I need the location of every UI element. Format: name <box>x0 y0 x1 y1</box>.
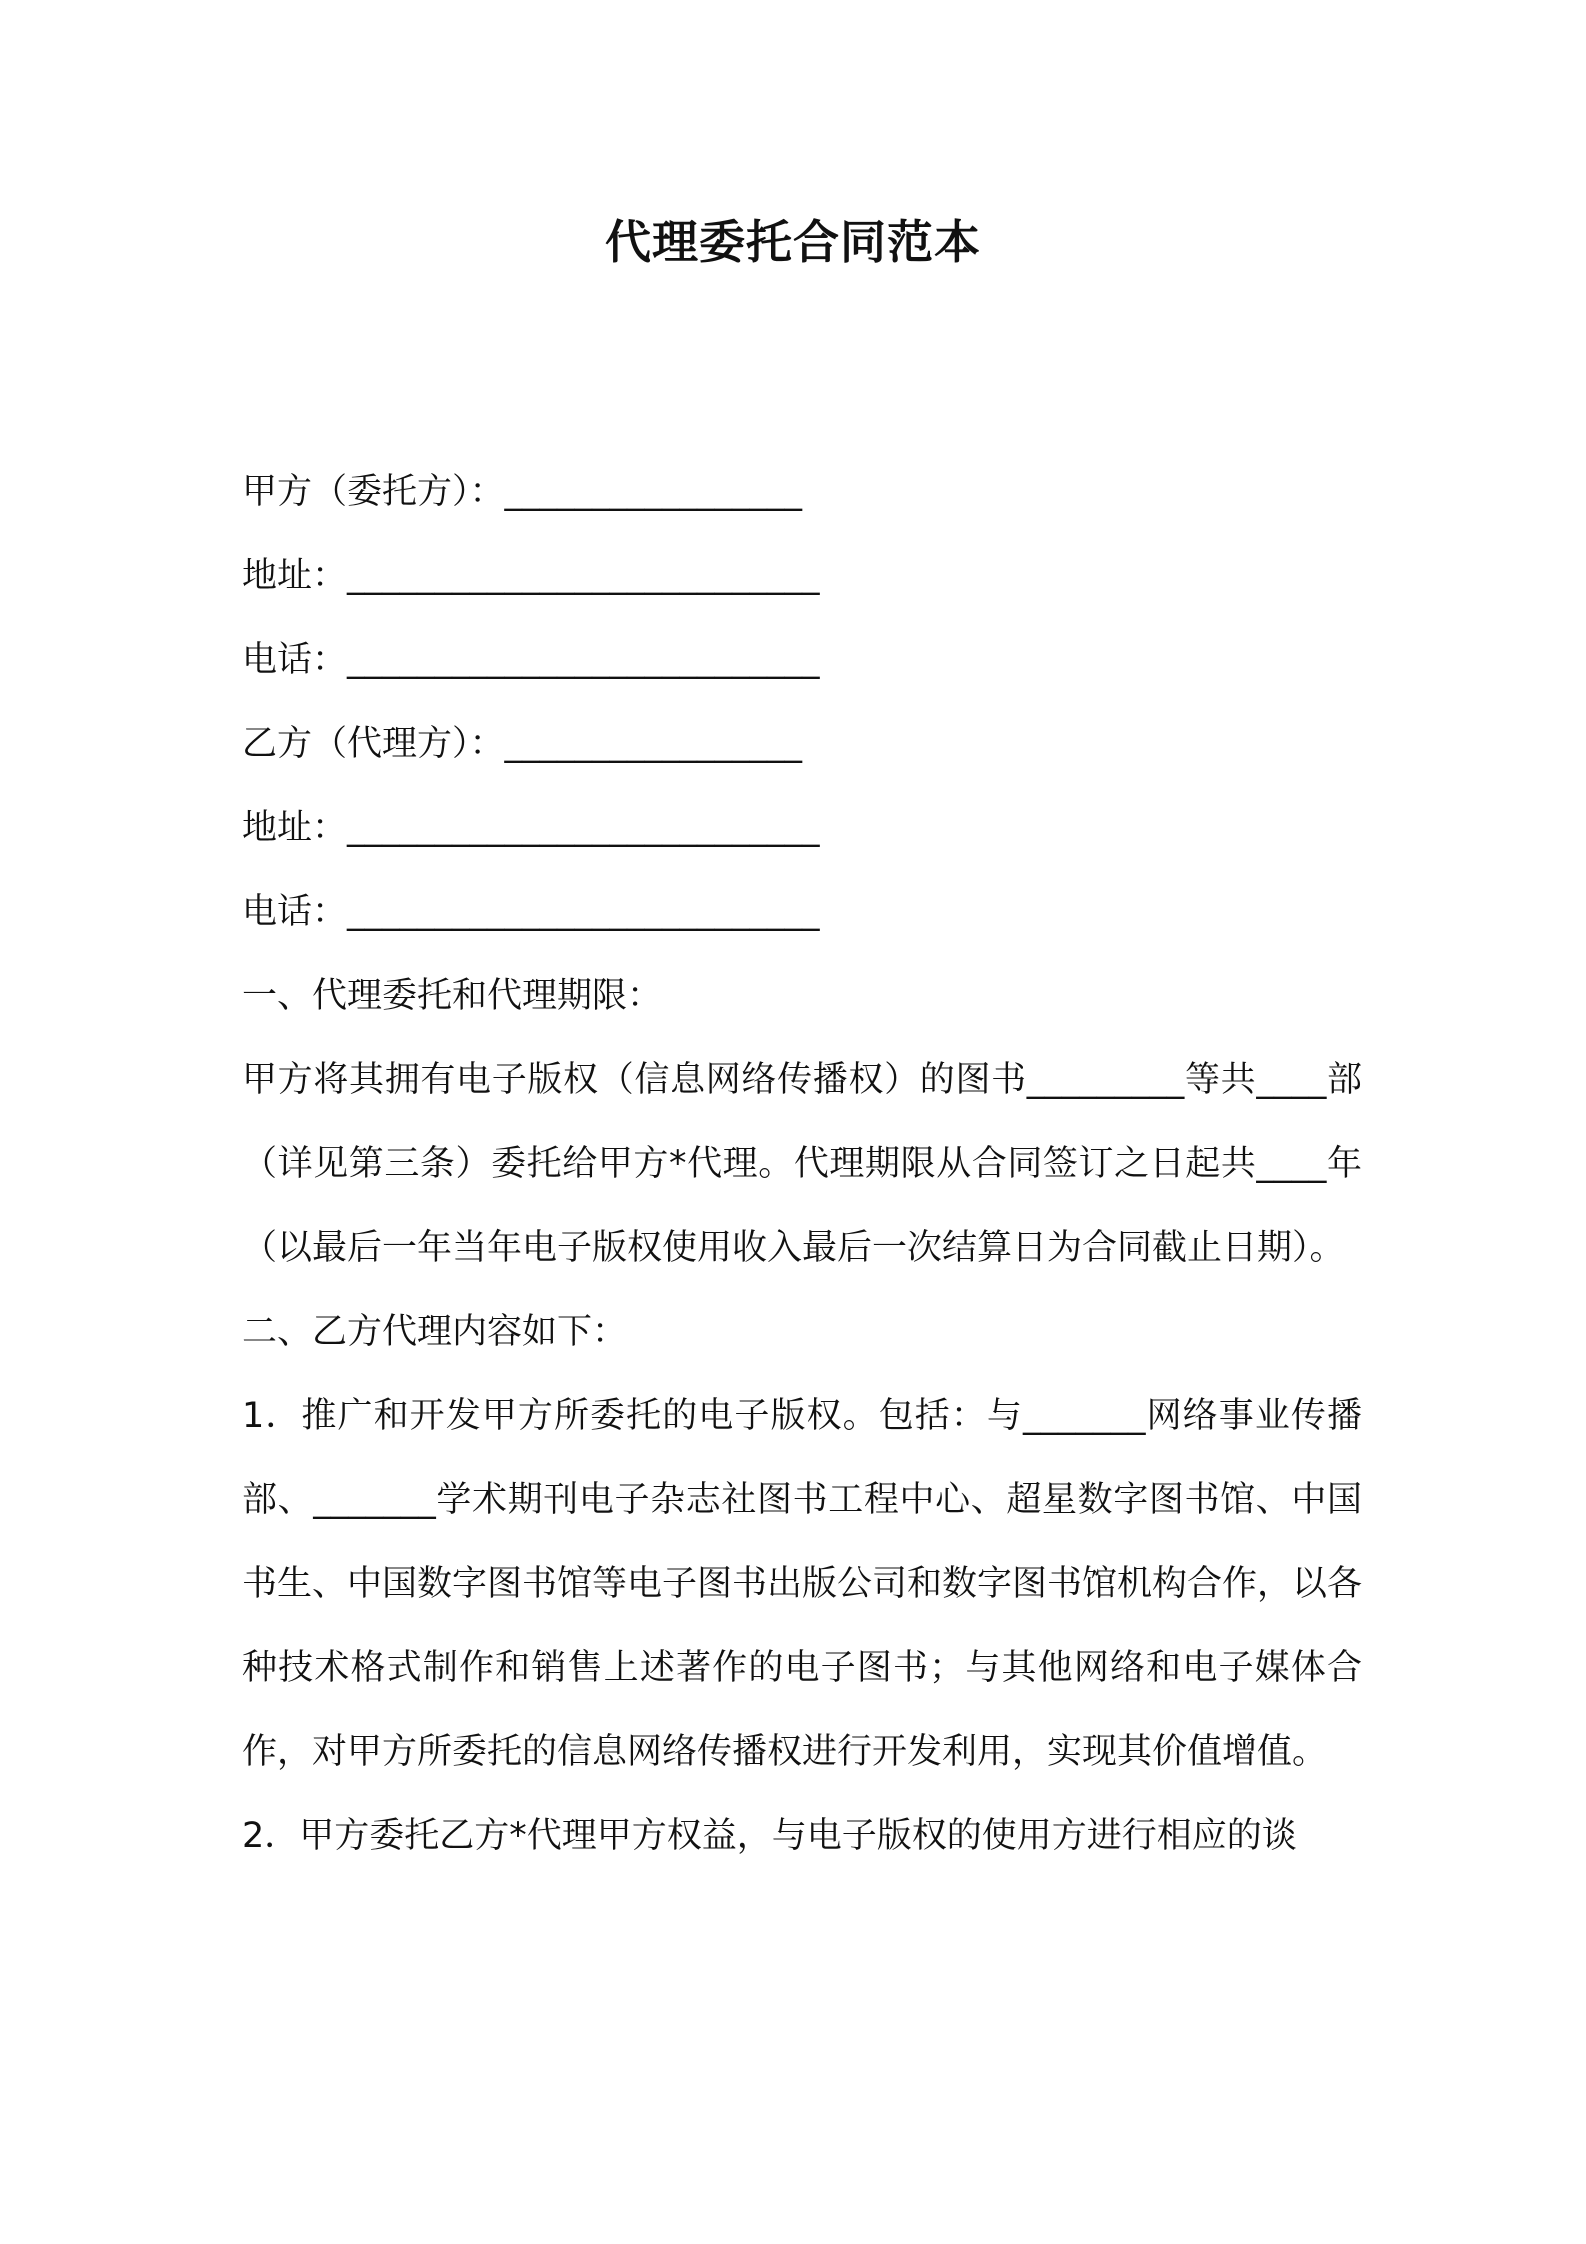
party-b-phone-field: 电话：___________________________ <box>242 892 820 932</box>
party-a-name-field: 甲方（委托方）：_________________ <box>242 472 803 512</box>
party-a-address-field: 地址：___________________________ <box>242 556 820 596</box>
party-a-phone-field: 电话：___________________________ <box>242 640 820 680</box>
party-b-address-field: 地址：___________________________ <box>242 808 820 848</box>
section-1-paragraph: 甲方将其拥有电子版权（信息网络传播权）的图书_________等共____部（详见第三条）委托给甲方*代理。代理期限从合同签订之日起共____年（以最后一年当年电子版权使用收入最后一次结算日为合同截止日期）。 <box>242 1060 1362 1268</box>
section-2-item-2: 2．甲方委托乙方*代理甲方权益，与电子版权的使用方进行相应的谈 <box>242 1816 1297 1856</box>
document-title: 代理委托合同范本 <box>605 215 981 269</box>
party-b-name-field: 乙方（代理方）：_________________ <box>242 724 803 764</box>
section-2-item-1: 1．推广和开发甲方所委托的电子版权。包括：与_______网络事业传播部、_______学术期刊电子杂志社图书工程中心、超星数字图书馆、中国书生、中国数字图书馆等电子图书出版公司和数字图书馆机构合作，以各种技术格式制作和销售上述著作的电子图书；与其他网络和电子媒体合作，对甲方所委托的信息网络传播权进行开发利用，实现其价值增值。 <box>242 1396 1363 1772</box>
contract-body <box>242 450 1362 1878</box>
section-1-heading: 一、代理委托和代理期限： <box>242 976 663 1016</box>
section-2-heading: 二、乙方代理内容如下： <box>242 1312 628 1352</box>
